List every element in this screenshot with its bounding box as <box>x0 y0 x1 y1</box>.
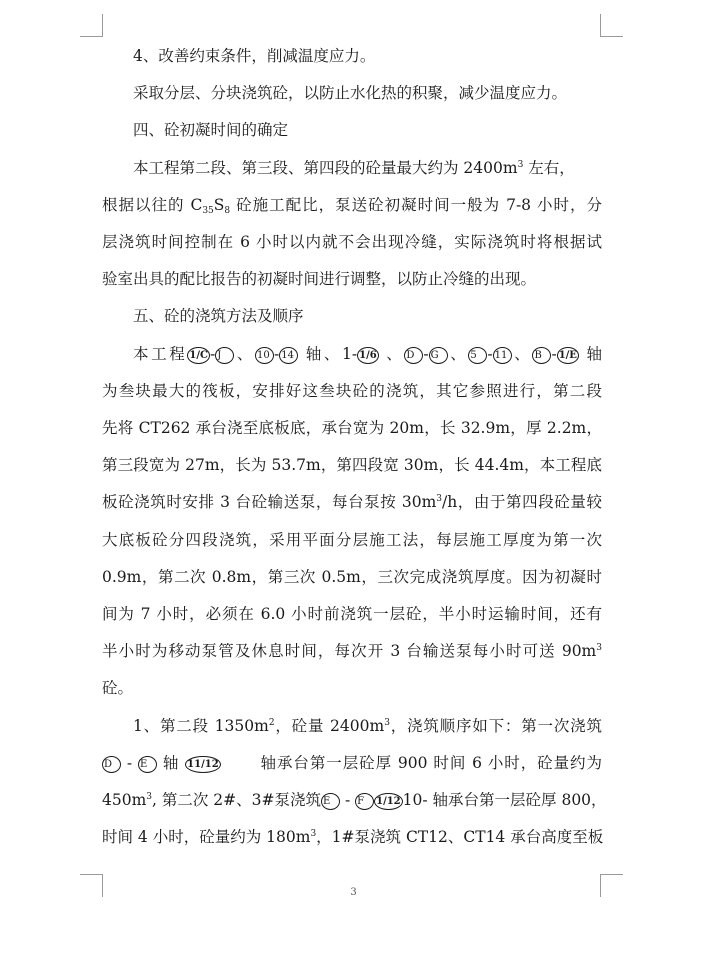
text-run: 根据以往的 C <box>102 195 203 214</box>
text-run: 轴 <box>156 753 186 772</box>
text-run: 为叁块最大的筏板，安排好这叁块砼的浇筑，其它参照进行，第二段 <box>102 381 602 400</box>
paragraph-line <box>102 819 602 856</box>
text-run: 验室出具的配比报告的初凝时间进行调整，以防止冷缝的出现。 <box>102 270 537 289</box>
paragraph-line <box>102 596 602 633</box>
text-run: 砼施工配比，泵送砼初凝时间一般为 7-8 小时，分 <box>230 195 602 214</box>
axis-circle-label: G <box>429 347 448 364</box>
text-run: 、 <box>511 344 533 363</box>
text-run: 砼。 <box>102 679 134 698</box>
paragraph-line <box>102 336 602 373</box>
paragraph-line <box>102 224 602 261</box>
text-run: - <box>551 344 557 363</box>
paragraph-line <box>102 484 602 521</box>
text-run: 时间 4 小时，砼量约为 180m <box>102 828 311 847</box>
text-run: 4、改善约束条件，削减温度应力。 <box>133 47 376 65</box>
text-run: 先将 CT262 承台浇至底板底，承台宽为 20m，长 32.9m，厚 2.2m， <box>102 419 602 438</box>
axis-circle-label: 5 <box>468 347 487 364</box>
superscript: 3 <box>436 494 443 505</box>
heading-text: 五、砼的浇筑方法及顺序 <box>133 307 304 326</box>
paragraph-line <box>102 447 602 484</box>
paragraph-line <box>102 745 602 782</box>
corner-crop-mark-top-left <box>80 14 103 37</box>
text-run: 450m <box>102 791 147 810</box>
paragraph-line <box>102 410 602 447</box>
text-run: 本工程第二段、第三段、第四段的砼量最大约为 2400m <box>133 158 518 177</box>
text-run: - <box>273 344 280 363</box>
paragraph-line <box>102 708 602 745</box>
text-run: 采取分层、分块浇筑砼，以防止水化热的积聚，减少温度应力。 <box>133 84 568 103</box>
axis-circle-label: F <box>355 793 374 810</box>
axis-circle-label: 11 <box>493 347 512 364</box>
axis-circle-label: 1/12 <box>374 793 403 810</box>
text-run: 层浇筑时间控制在 6 小时以内就不会出现冷缝，实际浇筑时将根据试 <box>102 233 602 252</box>
text-run: 左右， <box>523 158 575 177</box>
text-run: 轴 <box>578 344 602 363</box>
text-run: 、 <box>447 344 469 363</box>
corner-crop-mark-top-right <box>600 14 623 37</box>
paragraph-line <box>102 261 602 298</box>
axis-circle-label: 1/6 <box>357 347 379 364</box>
text-run: 轴承台第一层砼厚 900 时间 6 小时，砼量约为 <box>254 753 603 772</box>
paragraph-line <box>102 670 602 707</box>
page-number: 3 <box>350 887 357 898</box>
axis-circle-label: 11/12 <box>185 756 220 773</box>
text-run: ，浇筑顺序如下：第一次浇筑 <box>389 716 602 735</box>
text-run: - <box>487 344 493 363</box>
axis-circle-label: B <box>532 347 551 364</box>
text-run: 半小时为移动泵管及休息时间，每次开 3 台输送泵每小时可送 90m <box>102 642 597 661</box>
document-body <box>102 38 607 856</box>
paragraph-line <box>102 522 602 559</box>
text-run: 轴、1- <box>298 344 358 363</box>
paragraph-line <box>102 75 602 112</box>
text-run: 10- <box>402 791 428 810</box>
axis-circle-label: E <box>138 756 157 773</box>
paragraph-line <box>102 782 607 819</box>
text-run: - <box>423 344 429 363</box>
text-run: 、 <box>234 344 255 363</box>
text-run: S <box>213 195 225 214</box>
superscript: 3 <box>384 717 390 728</box>
text-run: 大底板砼分四段浇筑，采用平面分层施工法，每层施工厚度为第一次 <box>102 530 602 549</box>
text-run: 轴承台第一层砼厚 800， <box>427 791 607 810</box>
section-heading <box>102 298 602 335</box>
paragraph-line <box>102 559 602 596</box>
text-run: 板砼浇筑时安排 3 台砼输送泵，每台泵按 30m <box>102 493 437 512</box>
superscript: 2 <box>268 717 275 728</box>
subscript: 35 <box>202 205 214 216</box>
axis-circle-label: 14 <box>279 347 298 364</box>
text-run: - <box>121 753 138 772</box>
paragraph-line <box>102 38 602 75</box>
axis-circle-label: 1/E <box>557 347 579 364</box>
axis-circle-label: D <box>404 347 423 364</box>
text-run: 、 <box>378 344 405 363</box>
text-run: , 第二次 2#、3#泵浇筑 <box>152 791 322 810</box>
text-run: 0.9m，第二次 0.8m，第三次 0.5m，三次完成浇筑厚度。因为初凝时 <box>102 567 602 586</box>
axis-circle-label: J <box>215 347 234 364</box>
axis-circle-label: D <box>102 756 121 773</box>
superscript: 3 <box>310 829 317 840</box>
text-run: - <box>209 344 216 363</box>
paragraph-line <box>102 633 602 670</box>
text-run: 第三段宽为 27m，长为 53.7m，第四段宽 30m，长 44.4m，本工程底 <box>102 456 602 475</box>
paragraph-line <box>102 150 602 187</box>
paragraph-line <box>102 187 602 224</box>
text-run: ，砼量 2400m <box>274 716 385 735</box>
superscript: 3 <box>517 159 524 170</box>
text-run: 间为 7 小时，必须在 6.0 小时前浇筑一层砼，半小时运输时间，还有 <box>102 605 602 624</box>
paragraph-line <box>102 373 602 410</box>
text-run: 1、第二段 1350m <box>133 716 269 735</box>
axis-circle-label: E <box>321 793 340 810</box>
subscript: 8 <box>224 205 231 216</box>
axis-circle-label: 1/C <box>187 347 210 364</box>
text-run: ，1#泵浇筑 CT12、CT14 承台高度至板 <box>316 828 604 847</box>
text-run: /h，由于第四段砼量较 <box>442 493 602 512</box>
superscript: 3 <box>146 792 153 803</box>
superscript: 3 <box>596 643 602 654</box>
axis-circle-label: 10 <box>255 347 274 364</box>
text-run: 本工程 <box>133 344 188 363</box>
text-run: - <box>340 791 356 810</box>
section-heading <box>102 112 602 149</box>
heading-text: 四、砼初凝时间的确定 <box>133 121 289 140</box>
